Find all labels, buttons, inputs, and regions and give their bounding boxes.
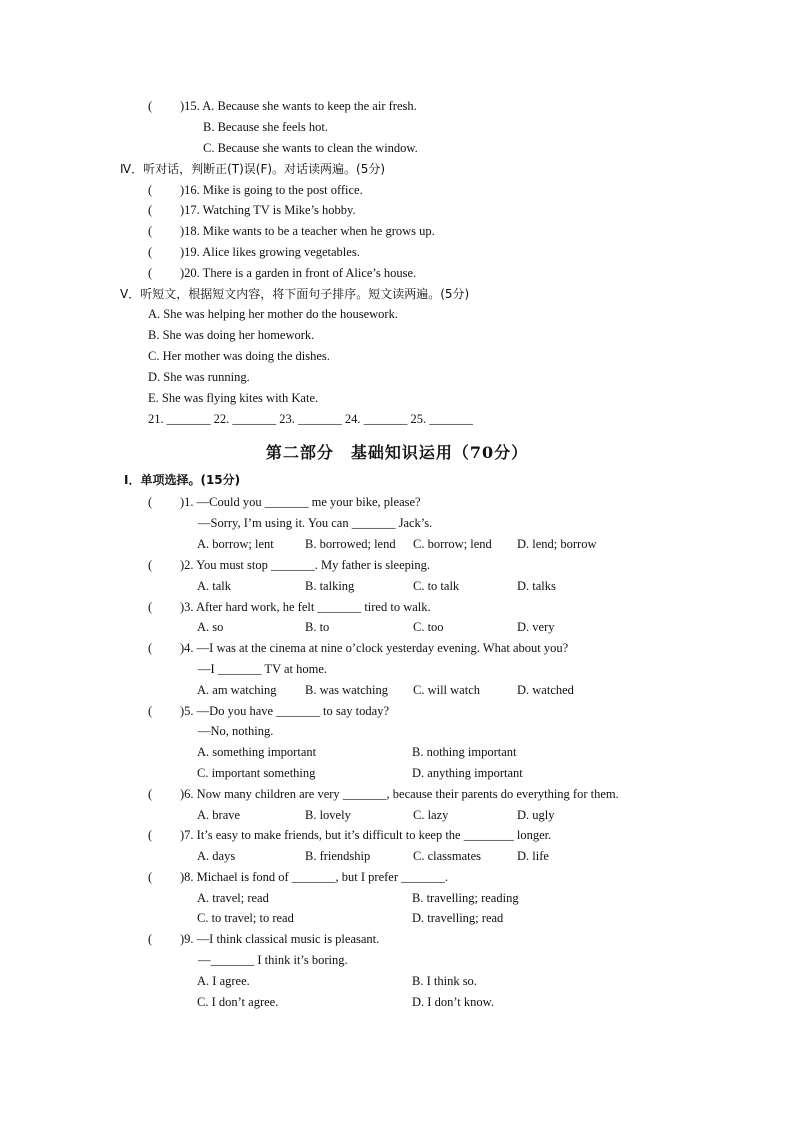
question-stem: )3. After hard work, he felt _______ tired to walk. <box>180 600 431 614</box>
question-19 <box>148 244 360 260</box>
question-stem: )5. —Do you have _______ to say today? <box>180 704 389 718</box>
question-stem: )15. A. Because she wants to keep the air fresh. <box>180 99 417 113</box>
question-stem: )18. Mike wants to be a teacher when he grows up. <box>180 224 435 238</box>
option-b: B. friendship <box>305 849 371 863</box>
question-sub: —Sorry, I’m using it. You can _______ Jack’s. <box>198 516 433 530</box>
question-stem: )4. —I was at the cinema at nine o’clock yesterday evening. What about you? <box>180 641 569 655</box>
option-c: C. Because she wants to clean the window. <box>203 141 418 155</box>
question-stem: )20. There is a garden in front of Alice’s house. <box>180 266 417 280</box>
option-d: D. travelling; read <box>412 911 504 925</box>
option-a: A. so <box>197 620 224 634</box>
option-a: A. days <box>197 849 236 863</box>
option-b: B. to <box>305 620 330 634</box>
answer-bracket[interactable]: ( <box>148 266 153 280</box>
question-7 <box>148 827 551 843</box>
option-c: C. too <box>413 620 444 634</box>
question-stem: )2. You must stop _______. My father is sleeping. <box>180 558 430 572</box>
question-16 <box>148 182 363 198</box>
option-c: C. lazy <box>413 808 449 822</box>
question-1 <box>148 494 421 510</box>
answer-bracket[interactable]: ( <box>148 787 153 801</box>
option-c: C. important something <box>197 766 316 780</box>
question-stem: )16. Mike is going to the post office. <box>180 183 363 197</box>
question-stem: )7. It’s easy to make friends, but it’s difficult to keep the ________ longer. <box>180 828 552 842</box>
option-b: B. Because she feels hot. <box>203 120 328 134</box>
sentence-c: C. Her mother was doing the dishes. <box>148 349 330 363</box>
answer-bracket[interactable]: ( <box>148 932 153 946</box>
option-b: B. travelling; reading <box>412 891 519 905</box>
answer-bracket[interactable]: ( <box>148 870 153 884</box>
option-b: B. nothing important <box>412 745 517 759</box>
question-stem: )19. Alice likes growing vegetables. <box>180 245 360 259</box>
answer-bracket[interactable]: ( <box>148 704 153 718</box>
question-sub: —_______ I think it’s boring. <box>198 953 348 967</box>
question-stem: )1. —Could you _______ me your bike, please? <box>180 495 421 509</box>
option-d: D. life <box>517 849 549 863</box>
option-a: A. am watching <box>197 683 277 697</box>
option-c: C. classmates <box>413 849 482 863</box>
answer-bracket[interactable]: ( <box>148 558 153 572</box>
answer-bracket[interactable]: ( <box>148 183 153 197</box>
option-b: B. I think so. <box>412 974 477 988</box>
answer-bracket[interactable]: ( <box>148 203 153 217</box>
section-4-heading: Ⅳ．听对话，判断正(T)误(F)。对话读两遍。(5分) <box>120 162 386 176</box>
option-d: D. very <box>517 620 555 634</box>
option-a: A. brave <box>197 808 241 822</box>
question-15 <box>148 98 417 114</box>
sentence-d: D. She was running. <box>148 370 250 384</box>
question-4 <box>148 640 568 656</box>
option-a: A. travel; read <box>197 891 269 905</box>
question-sub: —No, nothing. <box>198 724 274 738</box>
answer-bracket[interactable]: ( <box>148 224 153 238</box>
sentence-b: B. She was doing her homework. <box>148 328 315 342</box>
option-d: D. I don’t know. <box>412 995 494 1009</box>
question-17 <box>148 202 356 218</box>
option-b: B. borrowed; lend <box>305 537 396 551</box>
sentence-a: A. She was helping her mother do the housework. <box>148 307 398 321</box>
option-c: C. to travel; to read <box>197 911 294 925</box>
sentence-e: E. She was flying kites with Kate. <box>148 391 319 405</box>
option-b: B. was watching <box>305 683 388 697</box>
question-stem: )6. Now many children are very _______, because their parents do everything for them. <box>180 787 619 801</box>
question-stem: )17. Watching TV is Mike’s hobby. <box>180 203 356 217</box>
option-c: C. borrow; lend <box>413 537 492 551</box>
option-c: C. to talk <box>413 579 460 593</box>
section-5-heading: Ⅴ．听短文，根据短文内容，将下面句子排序。短文读两遍。(5分) <box>120 287 470 301</box>
option-d: D. talks <box>517 579 556 593</box>
question-3 <box>148 599 431 615</box>
question-stem: )8. Michael is fond of _______, but I prefer _______. <box>180 870 448 884</box>
answer-blanks[interactable]: 21. _______ 22. _______ 23. _______ 24. _______ 25. _______ <box>148 412 473 426</box>
option-d: D. ugly <box>517 808 555 822</box>
question-sub: —I _______ TV at home. <box>198 662 328 676</box>
option-c: C. will watch <box>413 683 481 697</box>
answer-bracket[interactable]: ( <box>148 641 153 655</box>
answer-bracket[interactable]: ( <box>148 828 153 842</box>
question-2 <box>148 557 430 573</box>
answer-bracket[interactable]: ( <box>148 245 153 259</box>
question-18 <box>148 223 435 239</box>
option-a: A. something important <box>197 745 317 759</box>
option-d: D. lend; borrow <box>517 537 597 551</box>
option-b: B. lovely <box>305 808 351 822</box>
question-9 <box>148 931 379 947</box>
option-a: A. I agree. <box>197 974 250 988</box>
answer-bracket[interactable]: ( <box>148 99 153 113</box>
option-d: D. watched <box>517 683 574 697</box>
question-8 <box>148 869 448 885</box>
option-c: C. I don’t agree. <box>197 995 279 1009</box>
section-1-heading: Ⅰ．单项选择。(15分) <box>124 473 241 487</box>
question-stem: )9. —I think classical music is pleasant. <box>180 932 380 946</box>
answer-bracket[interactable]: ( <box>148 600 153 614</box>
option-d: D. anything important <box>412 766 523 780</box>
question-5 <box>148 703 389 719</box>
part-2-title: 第二部分 基础知识运用（70分） <box>265 443 529 462</box>
option-a: A. talk <box>197 579 232 593</box>
option-a: A. borrow; lent <box>197 537 274 551</box>
question-20 <box>148 265 416 281</box>
answer-bracket[interactable]: ( <box>148 495 153 509</box>
question-6 <box>148 786 619 802</box>
option-b: B. talking <box>305 579 355 593</box>
